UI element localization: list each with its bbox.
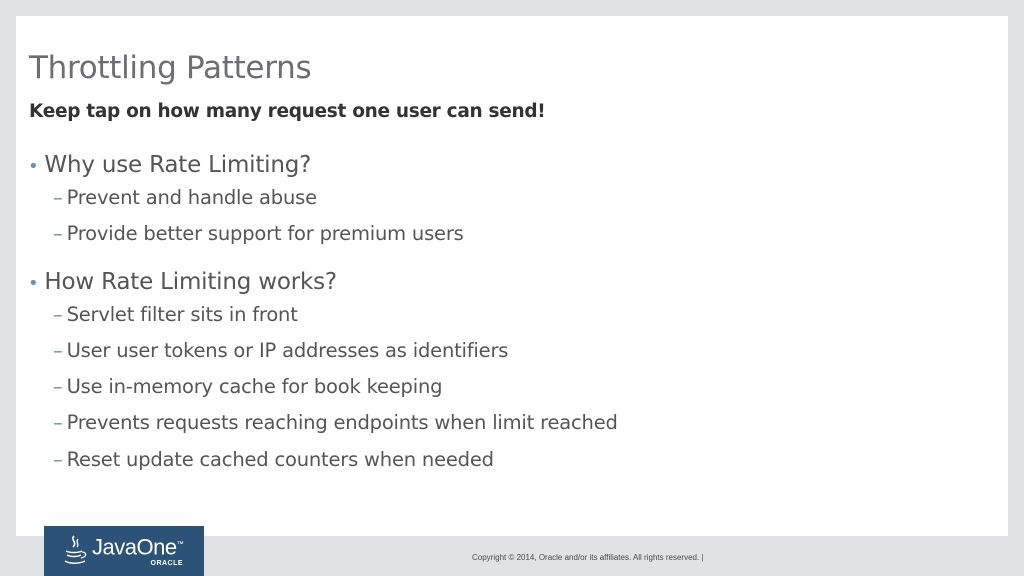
logo-wordmark: JavaOne™ [92, 534, 184, 560]
sub-bullet [28, 448, 618, 484]
bullet-text: How Rate Limiting works? [44, 268, 337, 295]
sub-bullet-text: User user tokens or IP addresses as identifiers [66, 338, 509, 362]
bullet-why-rate-limiting [28, 150, 618, 186]
javaone-logo [44, 526, 204, 576]
sub-bullet [28, 303, 618, 339]
slide-subtitle: Keep tap on how many request one user can send! [29, 101, 546, 122]
sub-bullet-text: Use in-memory cache for book keeping [66, 375, 443, 399]
slide-title: Throttling Patterns [29, 50, 312, 86]
sub-bullet [28, 222, 618, 258]
java-cup-icon [62, 534, 88, 568]
bullet-marker: • [28, 272, 39, 294]
dash-marker: – [53, 375, 63, 399]
logo-oracle-text: ORACLE [150, 559, 184, 567]
sub-bullet-text: Servlet filter sits in front [66, 302, 298, 326]
bullet-how-rate-limiting-works [28, 267, 618, 303]
sub-bullet [28, 411, 618, 447]
sub-bullet-text: Prevent and handle abuse [66, 186, 317, 209]
dash-marker: – [53, 338, 63, 362]
dash-marker: – [53, 302, 63, 326]
sub-bullet [28, 339, 618, 375]
copyright-notice: Copyright © 2014, Oracle and/or its affiliates. All rights reserved. | [472, 553, 704, 562]
sub-bullet-text: Reset update cached counters when needed [66, 447, 494, 471]
dash-marker: – [53, 411, 63, 435]
dash-marker: – [53, 222, 63, 246]
dash-marker: – [53, 186, 63, 209]
slide-body [28, 150, 618, 484]
sub-bullet [28, 186, 618, 222]
dash-marker: – [53, 447, 63, 471]
sub-bullet-text: Provide better support for premium users [66, 222, 464, 246]
sub-bullet-text: Prevents requests reaching endpoints when limit reached [66, 411, 618, 435]
sub-bullet [28, 375, 618, 411]
bullet-text: Why use Rate Limiting? [44, 152, 312, 178]
bullet-marker: • [28, 156, 39, 177]
